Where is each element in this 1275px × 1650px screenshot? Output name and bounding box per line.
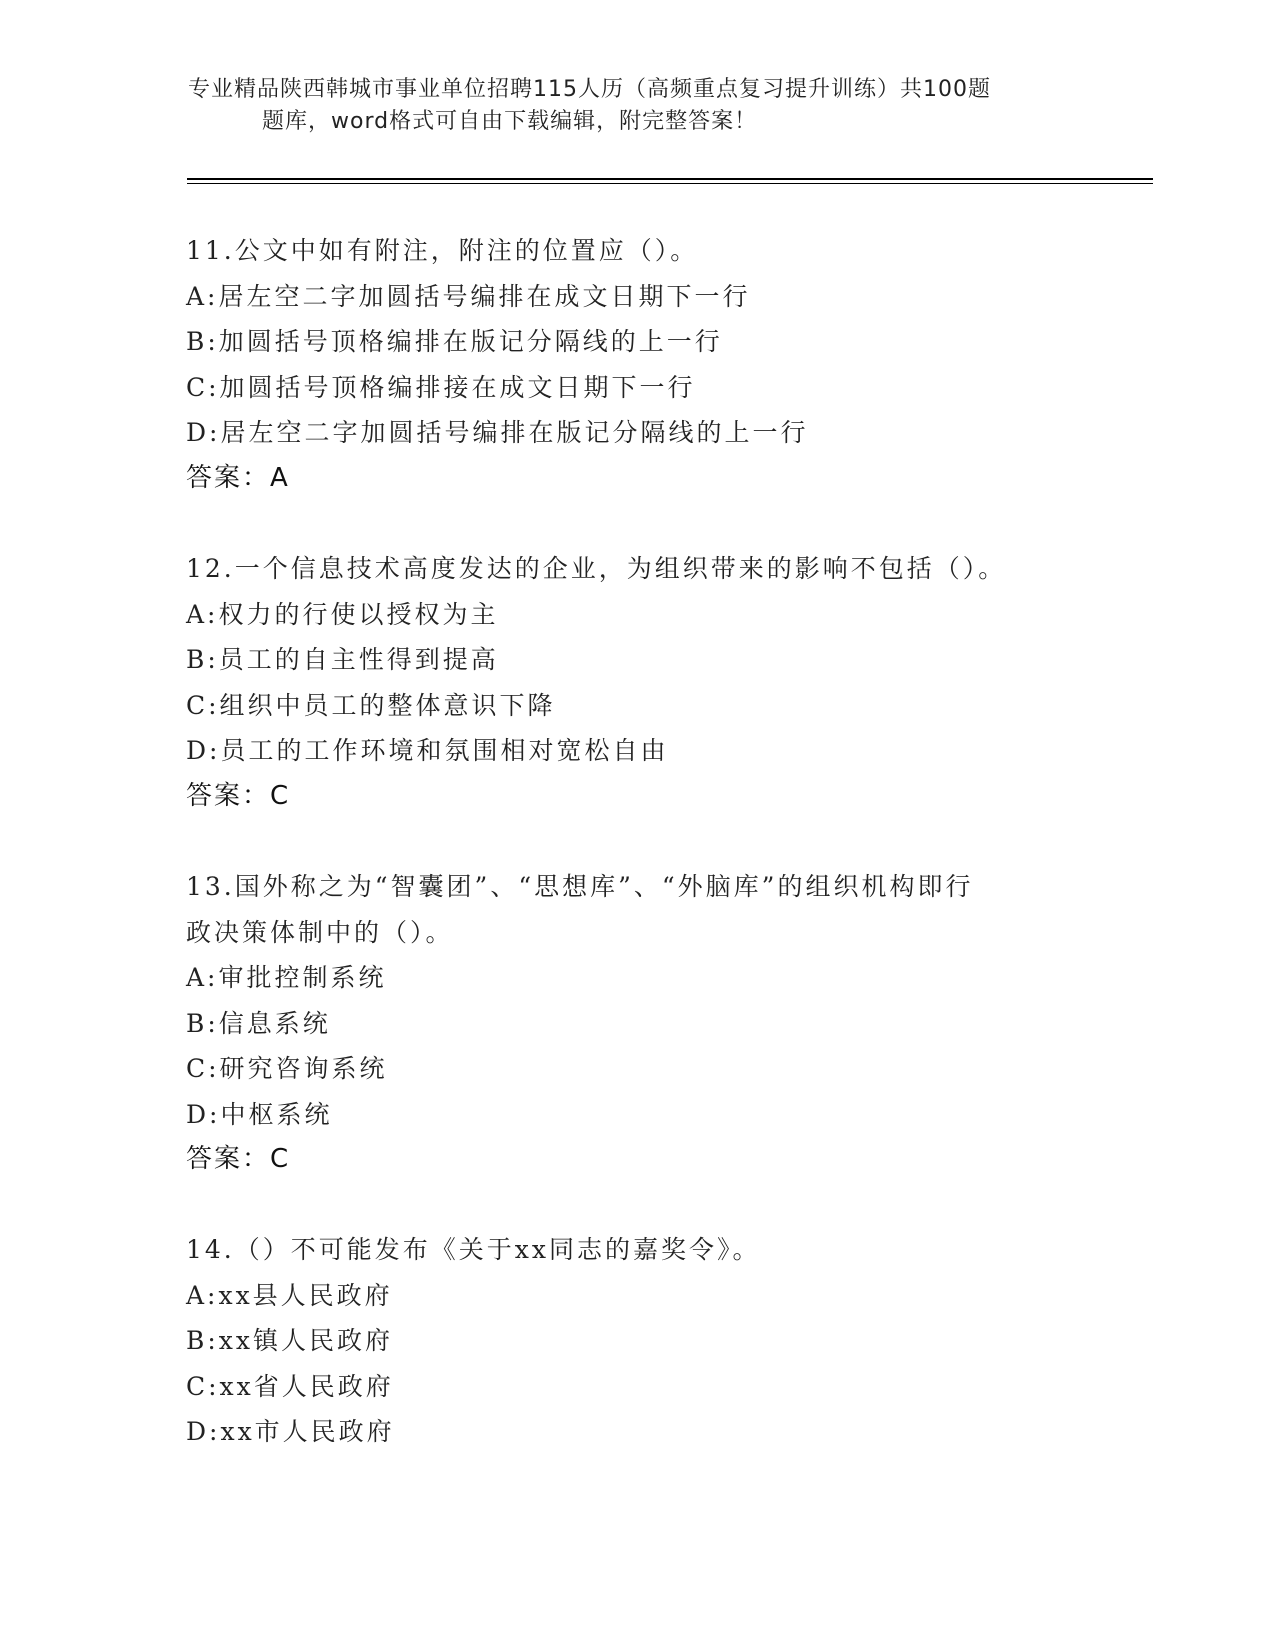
option-d: D:xx市人民政府 xyxy=(186,1417,395,1446)
option-a: A:权力的行使以授权为主 xyxy=(186,599,499,629)
question-stem: 11.公文中如有附注，附注的位置应（）。 xyxy=(186,236,699,265)
question-14 xyxy=(186,1227,1086,1455)
option-d: D:居左空二字加圆括号编排在版记分隔线的上一行 xyxy=(186,418,809,447)
option-b: B:信息系统 xyxy=(186,1008,331,1038)
option-c: C:研究咨询系统 xyxy=(186,1054,388,1083)
option-a: A:xx县人民政府 xyxy=(186,1280,393,1310)
question-stem: 12.一个信息技术高度发达的企业，为组织带来的影响不包括（）。 xyxy=(186,554,1007,583)
option-d: D:中枢系统 xyxy=(186,1099,333,1129)
document-header xyxy=(188,74,1088,138)
answer: 答案：A xyxy=(186,462,290,493)
option-a: A:审批控制系统 xyxy=(186,963,387,992)
answer: 答案：C xyxy=(186,780,291,811)
option-b: B:加圆括号顶格编排在版记分隔线的上一行 xyxy=(186,327,723,356)
question-12 xyxy=(186,546,1086,819)
header-divider-thick xyxy=(187,178,1153,180)
option-b: B:员工的自主性得到提高 xyxy=(186,645,499,674)
question-11 xyxy=(186,228,1086,501)
question-stem-line-2: 政决策体制中的（）。 xyxy=(186,917,454,947)
header-title-line-2: 题库，word格式可自由下载编辑，附完整答案！ xyxy=(262,109,758,134)
answer: 答案：C xyxy=(186,1144,291,1174)
option-c: C:加圆括号顶格编排接在成文日期下一行 xyxy=(186,372,696,402)
question-13 xyxy=(186,864,1086,1183)
option-b: B:xx镇人民政府 xyxy=(186,1326,393,1355)
option-d: D:员工的工作环境和氛围相对宽松自由 xyxy=(186,736,669,765)
option-c: C:组织中员工的整体意识下降 xyxy=(186,690,556,720)
question-stem: 14.（）不可能发布《关于xx同志的嘉奖令》。 xyxy=(186,1235,761,1264)
option-a: A:居左空二字加圆括号编排在成文日期下一行 xyxy=(186,281,751,311)
header-title-line-1: 专业精品陕西韩城市事业单位招聘115人历（高频重点复习提升训练）共100题 xyxy=(188,77,991,102)
header-divider-thin xyxy=(187,183,1153,184)
question-stem-line-1: 13.国外称之为“智囊团”、“思想库”、“外脑库”的组织机构即行 xyxy=(186,872,974,901)
option-c: C:xx省人民政府 xyxy=(186,1371,394,1401)
